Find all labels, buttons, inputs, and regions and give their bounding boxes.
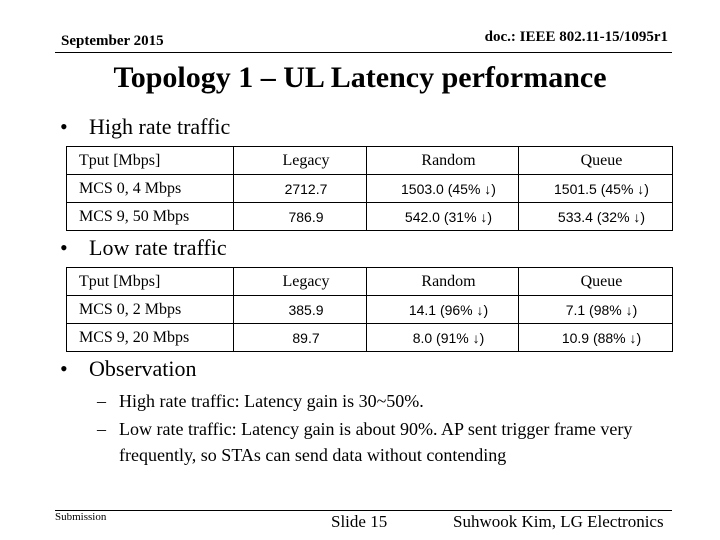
bullet-high-rate <box>60 114 230 140</box>
table-row <box>67 324 673 352</box>
bullet-low-rate-label: Low rate traffic <box>89 235 227 260</box>
column-header: Random <box>367 147 519 175</box>
header-date: September 2015 <box>61 33 164 49</box>
row-label: MCS 0, 4 Mbps <box>67 175 234 203</box>
row-label: MCS 9, 50 Mbps <box>67 203 234 231</box>
bullet-dot: • <box>60 235 68 260</box>
table-cell: 7.1 (98% ↓) <box>519 296 673 324</box>
header-doc-id: doc.: IEEE 802.11-15/1095r1 <box>484 29 668 45</box>
table-cell: 542.0 (31% ↓) <box>367 203 519 231</box>
observation-text: High rate traffic: Latency gain is 30~50%. <box>119 391 424 411</box>
table-header-row <box>67 147 673 175</box>
table-cell: 14.1 (96% ↓) <box>367 296 519 324</box>
row-label: MCS 9, 20 Mbps <box>67 324 234 352</box>
footer-submission: Submission <box>55 511 107 523</box>
observation-item <box>97 388 677 414</box>
column-header: Legacy <box>234 147 367 175</box>
footer-slide-number: Slide 15 <box>331 512 388 531</box>
observation-item <box>97 416 677 468</box>
table-cell: 89.7 <box>234 324 367 352</box>
footer-divider <box>55 510 672 511</box>
table-cell: 786.9 <box>234 203 367 231</box>
dash-marker: – <box>97 419 106 439</box>
table-cell: 10.9 (88% ↓) <box>519 324 673 352</box>
table-header-row <box>67 268 673 296</box>
bullet-low-rate <box>60 235 227 261</box>
table-cell: 8.0 (91% ↓) <box>367 324 519 352</box>
table-row <box>67 203 673 231</box>
table-cell: 385.9 <box>234 296 367 324</box>
table-cell: 533.4 (32% ↓) <box>519 203 673 231</box>
table-row <box>67 175 673 203</box>
column-header: Queue <box>519 147 673 175</box>
bullet-dot: • <box>60 114 68 139</box>
bullet-observation <box>60 356 197 382</box>
column-header: Legacy <box>234 268 367 296</box>
header-divider <box>55 52 672 53</box>
column-header: Queue <box>519 268 673 296</box>
table-cell: 1503.0 (45% ↓) <box>367 175 519 203</box>
observation-text: Low rate traffic: Latency gain is about 90%. AP sent trigger frame very frequently, so STAs can send data without contending <box>119 419 633 465</box>
table-cell: 2712.7 <box>234 175 367 203</box>
column-header: Tput [Mbps] <box>67 147 234 175</box>
high-rate-table <box>66 146 673 231</box>
slide-title: Topology 1 – UL Latency performance <box>113 61 607 94</box>
dash-marker: – <box>97 391 106 411</box>
table-cell: 1501.5 (45% ↓) <box>519 175 673 203</box>
bullet-dot: • <box>60 356 68 381</box>
column-header: Tput [Mbps] <box>67 268 234 296</box>
bullet-observation-label: Observation <box>89 356 197 381</box>
column-header: Random <box>367 268 519 296</box>
low-rate-table <box>66 267 673 352</box>
footer-author: Suhwook Kim, LG Electronics <box>453 512 664 531</box>
bullet-high-rate-label: High rate traffic <box>89 114 231 139</box>
row-label: MCS 0, 2 Mbps <box>67 296 234 324</box>
table-row <box>67 296 673 324</box>
